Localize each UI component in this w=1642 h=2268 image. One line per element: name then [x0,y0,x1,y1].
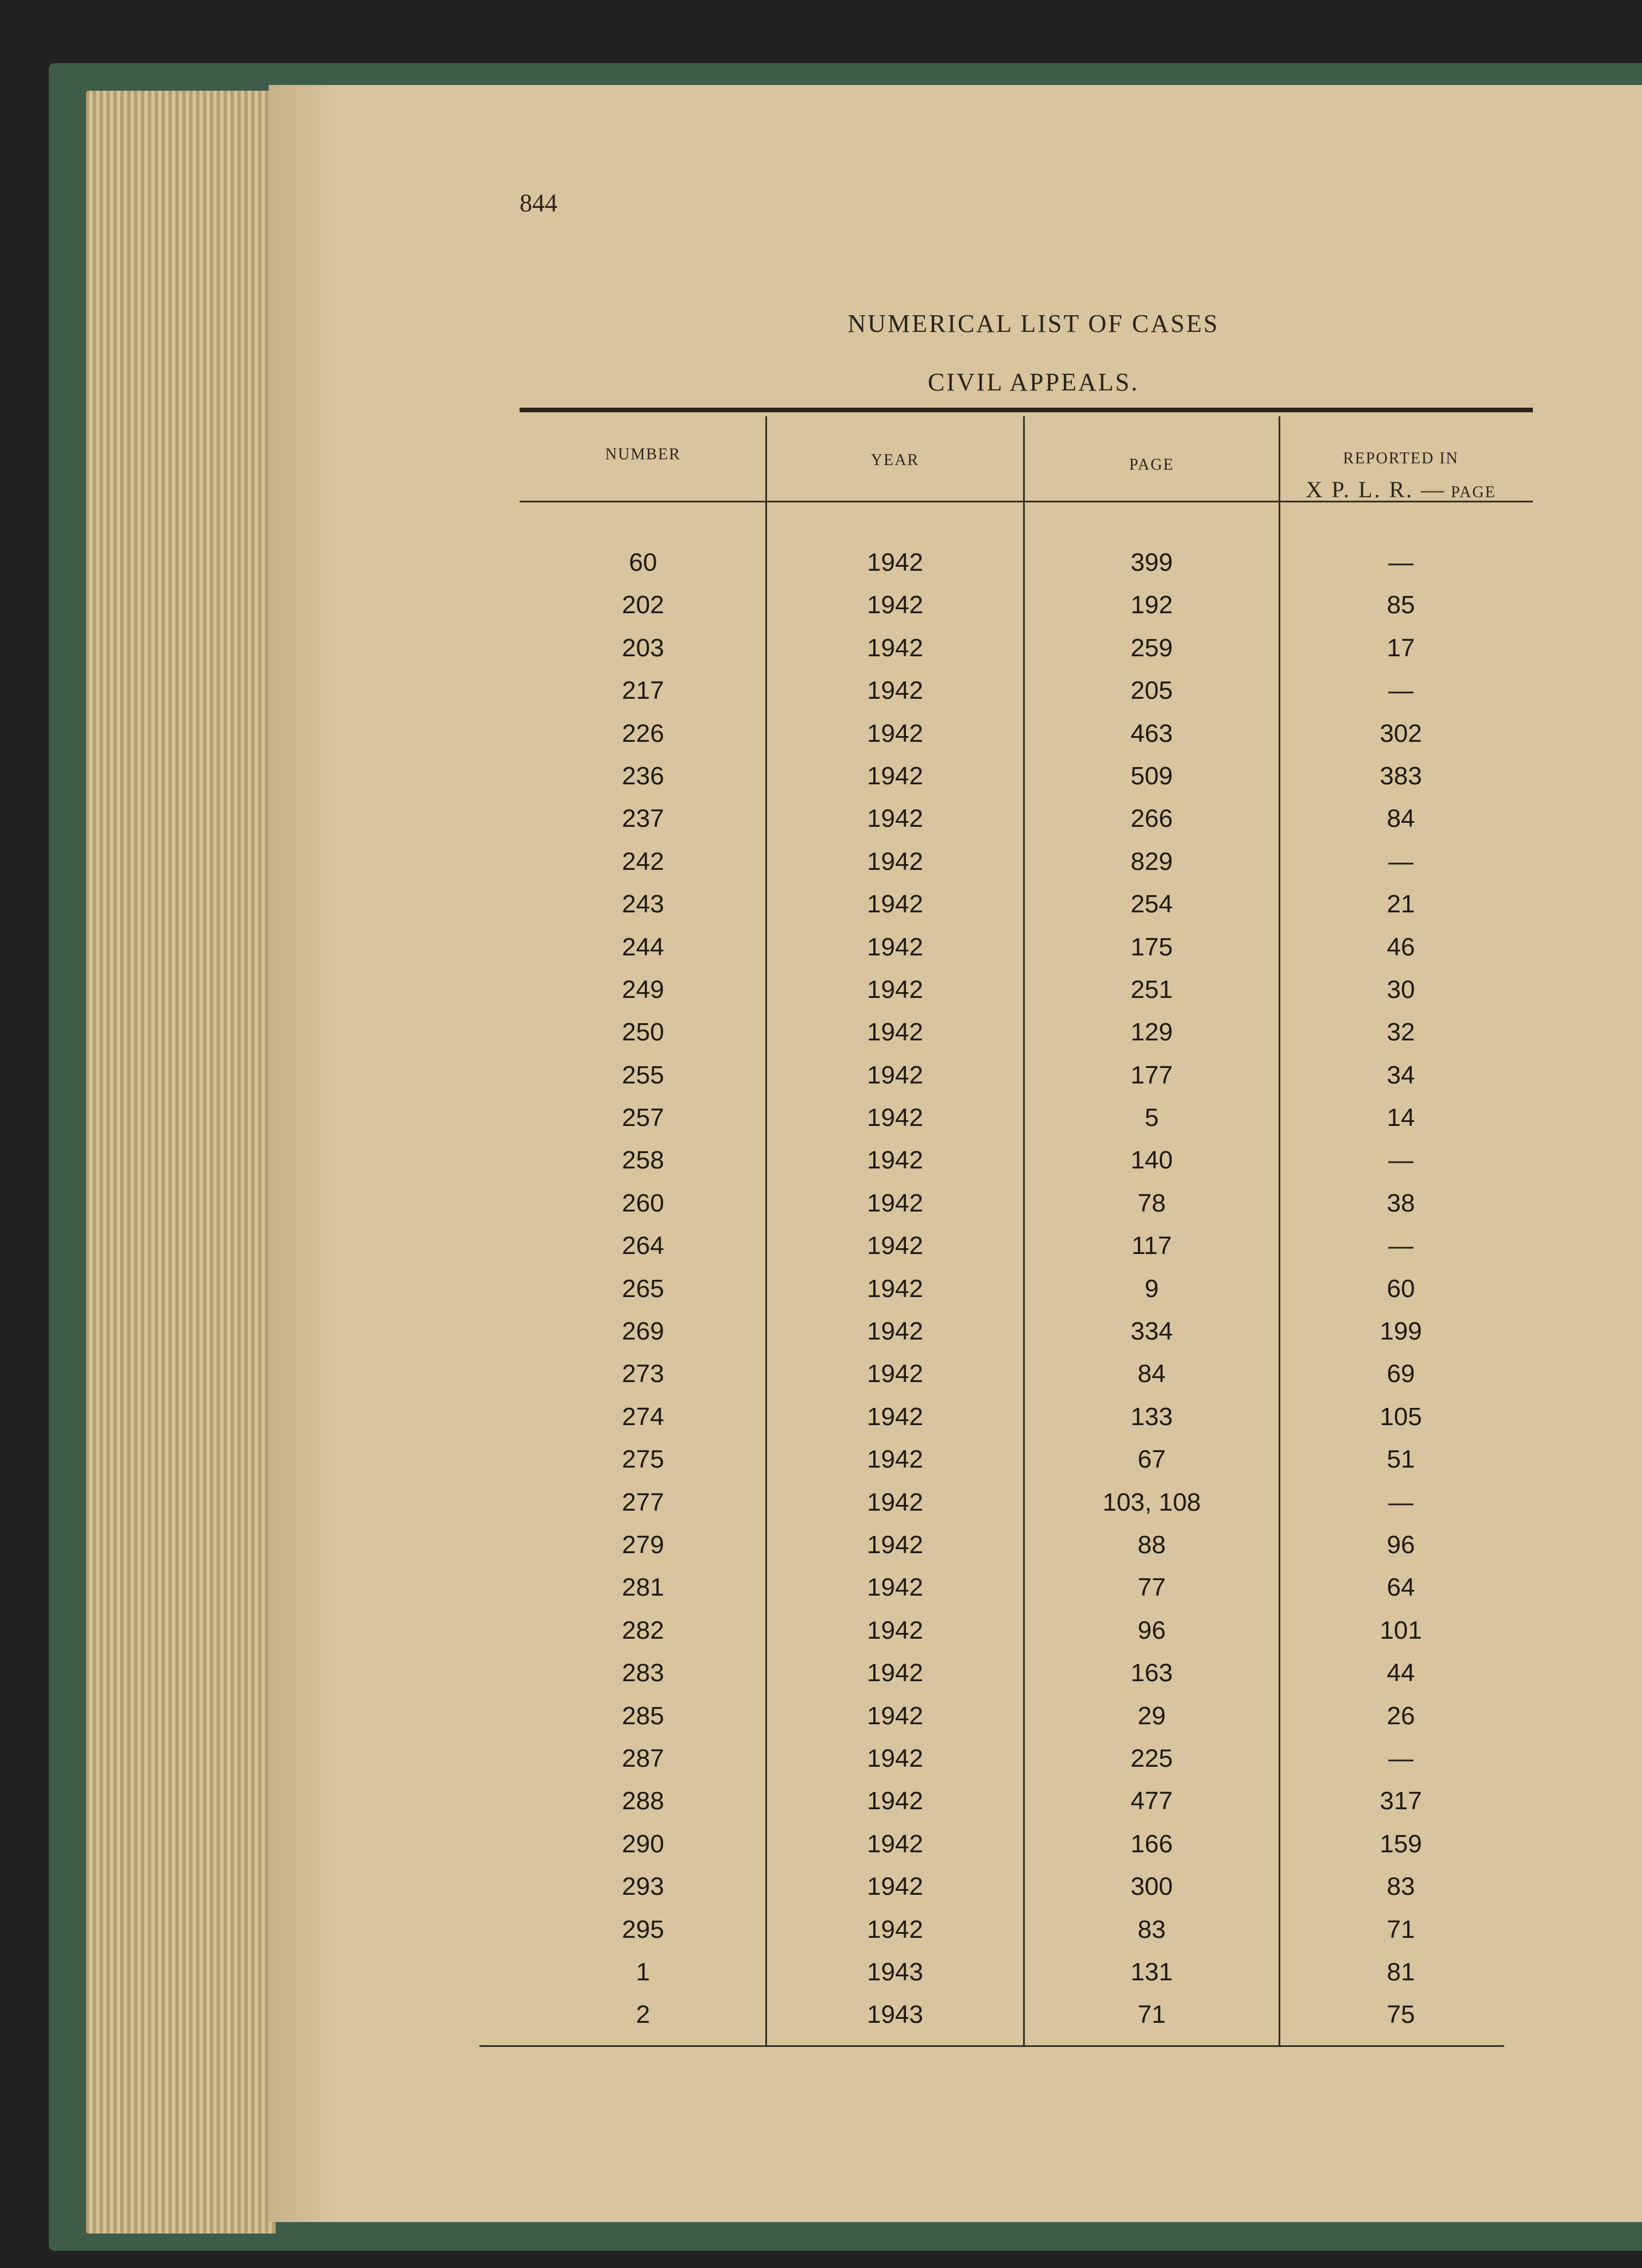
cell-reported: 383 [1380,761,1422,790]
cell-year: 1942 [867,719,923,748]
cell-reported: — [1388,548,1413,576]
cell-number: 295 [622,1915,664,1944]
cell-number: 250 [622,1018,664,1047]
table-row [520,1146,1533,1189]
table-row [520,719,1533,762]
cell-page: 133 [1130,1402,1173,1431]
cell-number: 257 [622,1104,664,1132]
cell-page: 166 [1130,1829,1173,1858]
cell-number: 265 [622,1274,664,1303]
cell-number: 258 [622,1146,664,1175]
cell-year: 1942 [867,847,923,876]
cell-number: 237 [622,804,664,833]
cell-year: 1942 [867,1915,923,1944]
cell-reported: 32 [1387,1018,1415,1047]
cell-number: 287 [622,1744,664,1772]
cell-page: 266 [1130,804,1173,833]
cell-page: 88 [1137,1530,1166,1559]
cell-number: 260 [622,1189,664,1217]
table-row [520,1659,1533,1701]
cell-reported: 26 [1387,1701,1415,1730]
cell-number: 60 [629,548,657,576]
cell-reported: 51 [1387,1445,1415,1474]
cell-year: 1942 [867,1104,923,1132]
cell-reported: 17 [1387,633,1415,662]
cell-number: 226 [622,719,664,748]
cell-reported: 34 [1387,1061,1415,1089]
page-edges [86,91,276,2234]
table-row [520,933,1533,976]
cell-year: 1942 [867,633,923,662]
cell-number: 244 [622,932,664,961]
cell-reported: 60 [1387,1274,1415,1303]
cell-reported: — [1388,1744,1413,1772]
page-number: 844 [520,189,557,217]
cell-reported: 69 [1387,1360,1415,1388]
cell-year: 1942 [867,1872,923,1901]
table-row [520,1744,1533,1787]
table-row [520,1787,1533,1829]
header-xplr: X P. L. R. — [1306,477,1446,502]
cell-page: 78 [1137,1189,1166,1217]
cell-year: 1942 [867,676,923,705]
cell-number: 273 [622,1360,664,1388]
cell-reported: 38 [1387,1189,1415,1217]
cell-number: 285 [622,1701,664,1730]
table-bottom-rule [479,2045,1504,2047]
cell-number: 217 [622,676,664,705]
cell-reported: 21 [1387,890,1415,919]
cell-reported: 85 [1387,591,1415,620]
table-row [520,591,1533,633]
table-row [520,1702,1533,1744]
header-reported-in [1280,443,1521,508]
cell-reported: 71 [1387,1915,1415,1944]
table-row [520,1189,1533,1232]
table-row [520,847,1533,890]
cell-page: 131 [1130,1957,1173,1986]
cell-year: 1942 [867,1018,923,1047]
table-row [520,1573,1533,1616]
cell-number: 242 [622,847,664,876]
cell-page: 129 [1130,1018,1173,1047]
cell-page: 477 [1130,1787,1173,1816]
cell-year: 1942 [867,761,923,790]
cell-page: 117 [1131,1232,1172,1260]
table-row [520,634,1533,676]
table-row [520,1232,1533,1274]
table-row [520,1616,1533,1659]
cell-year: 1943 [867,1957,923,1986]
table-row [520,976,1533,1018]
cell-year: 1942 [867,975,923,1004]
cell-number: 275 [622,1445,664,1474]
cell-number: 264 [622,1232,664,1260]
table-row [520,890,1533,932]
cell-page: 83 [1137,1915,1166,1944]
table-row [520,676,1533,719]
cell-year: 1942 [867,548,923,576]
table-body [520,548,1533,2043]
cell-page: 5 [1144,1104,1159,1132]
cell-number: 255 [622,1061,664,1089]
table-row [520,1275,1533,1317]
table-row [520,1488,1533,1531]
cell-reported: 44 [1387,1659,1415,1688]
cell-year: 1942 [867,1061,923,1089]
cell-page: 163 [1130,1659,1173,1688]
cell-page: 225 [1130,1744,1173,1772]
header-reported-page: PAGE [1451,483,1496,501]
cell-reported: 14 [1387,1104,1415,1132]
cell-page: 177 [1130,1061,1173,1089]
cell-year: 1942 [867,1659,923,1688]
header-page: PAGE [1129,456,1175,474]
cell-page: 192 [1130,591,1173,620]
cell-year: 1942 [867,1787,923,1816]
cell-year: 1943 [867,2000,923,2029]
cell-reported: — [1388,1232,1413,1260]
cell-year: 1942 [867,1530,923,1559]
cell-reported: — [1388,847,1413,876]
cell-page: 103, 108 [1102,1488,1201,1516]
cell-number: 283 [622,1659,664,1688]
cell-number: 2 [636,2000,650,2029]
cell-year: 1942 [867,1829,923,1858]
cell-year: 1942 [867,1317,923,1346]
table-top-rule [520,408,1533,412]
cell-year: 1942 [867,1488,923,1516]
list-title: NUMERICAL LIST OF CASES [847,309,1219,338]
cell-reported: 302 [1380,719,1422,748]
cell-reported: 30 [1387,975,1415,1004]
cell-year: 1942 [867,890,923,919]
cell-year: 1942 [867,1360,923,1388]
cell-reported: — [1388,676,1413,705]
cell-page: 463 [1130,719,1173,748]
cell-number: 279 [622,1530,664,1559]
cell-page: 9 [1144,1274,1159,1303]
cell-page: 84 [1137,1360,1166,1388]
table-row [520,548,1533,591]
cell-year: 1942 [867,1701,923,1730]
cell-number: 274 [622,1402,664,1431]
list-subtitle: CIVIL APPEALS. [928,368,1139,396]
cell-year: 1942 [867,1744,923,1772]
cell-reported: 46 [1387,932,1415,961]
cell-year: 1942 [867,1616,923,1644]
cell-reported: 105 [1380,1402,1422,1431]
header-number: NUMBER [605,446,681,463]
cell-year: 1942 [867,1189,923,1217]
cell-reported: 317 [1380,1787,1422,1816]
cell-number: 277 [622,1488,664,1516]
cell-page: 205 [1130,676,1173,705]
cell-number: 293 [622,1872,664,1901]
table-row [520,1445,1533,1488]
cell-reported: 84 [1387,804,1415,833]
cell-year: 1942 [867,591,923,620]
cell-page: 254 [1130,890,1173,919]
table-row [520,1915,1533,1958]
cell-page: 259 [1130,633,1173,662]
cell-number: 243 [622,890,664,919]
cell-page: 96 [1137,1616,1166,1644]
cell-number: 288 [622,1787,664,1816]
cell-number: 269 [622,1317,664,1346]
table-row [520,1830,1533,1872]
cell-reported: 159 [1380,1829,1422,1858]
cell-number: 203 [622,633,664,662]
cell-page: 140 [1130,1146,1173,1175]
table-row [520,762,1533,804]
cell-number: 202 [622,591,664,620]
cell-number: 249 [622,975,664,1004]
cell-reported: — [1388,1488,1413,1516]
cell-number: 1 [636,1957,650,1986]
table-row [520,1018,1533,1061]
cell-number: 281 [622,1573,664,1602]
cell-reported: 96 [1387,1530,1415,1559]
cell-page: 175 [1130,932,1173,961]
cell-reported: 83 [1387,1872,1415,1901]
cell-page: 71 [1137,2000,1166,2029]
table-row [520,1531,1533,1573]
cell-page: 509 [1130,761,1173,790]
header-reported-line1: REPORTED IN [1343,450,1459,467]
cell-reported: 199 [1380,1317,1422,1346]
cell-reported: 81 [1387,1957,1415,1986]
cell-year: 1942 [867,1146,923,1175]
table-row [520,1872,1533,1915]
header-year: YEAR [870,451,920,469]
table-row [520,1061,1533,1104]
cell-year: 1942 [867,1445,923,1474]
cell-reported: 75 [1387,2000,1415,2029]
cell-page: 334 [1130,1317,1173,1346]
cell-number: 282 [622,1616,664,1644]
header-reported-line2 [1280,474,1521,508]
table-row [520,2000,1533,2043]
cell-year: 1942 [867,804,923,833]
table-row [520,1403,1533,1445]
cell-number: 290 [622,1829,664,1858]
cell-page: 300 [1130,1872,1173,1901]
cell-number: 236 [622,761,664,790]
cell-year: 1942 [867,1402,923,1431]
table-row [520,1104,1533,1146]
cell-page: 67 [1137,1445,1166,1474]
cell-year: 1942 [867,1274,923,1303]
table-row [520,1317,1533,1360]
cell-year: 1942 [867,932,923,961]
table-row [520,1360,1533,1402]
cell-reported: — [1388,1146,1413,1175]
cell-reported: 64 [1387,1573,1415,1602]
cell-page: 77 [1137,1573,1166,1602]
cell-year: 1942 [867,1573,923,1602]
cell-page: 399 [1130,548,1173,576]
cell-year: 1942 [867,1232,923,1260]
cell-reported: 101 [1380,1616,1422,1644]
cell-page: 829 [1130,847,1173,876]
table-row [520,1958,1533,2000]
cell-page: 251 [1130,975,1173,1004]
table-row [520,804,1533,847]
cell-page: 29 [1137,1701,1166,1730]
